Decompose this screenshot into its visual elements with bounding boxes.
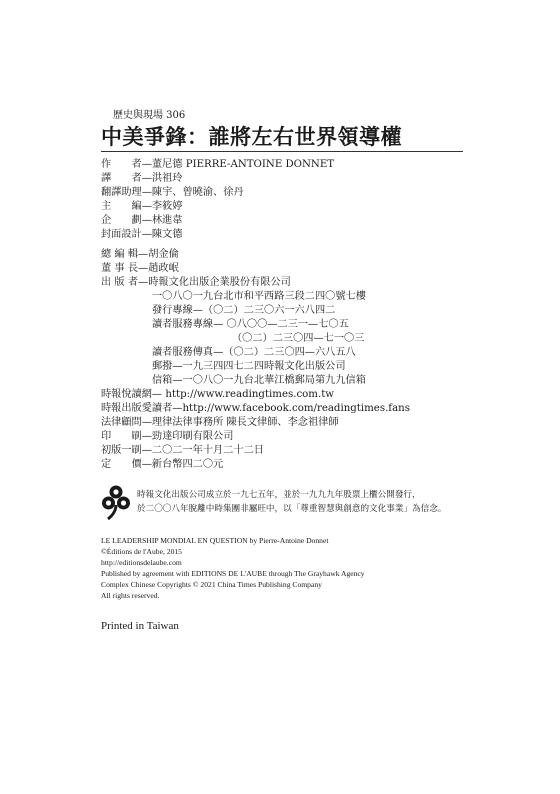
publisher-reader-service-line: 讀者服務專線— 〇八〇〇—二三一—七〇五	[152, 319, 349, 330]
publisher-mailbox: 信箱—一〇八〇一九台北華江橋郵局第九九信箱	[152, 375, 366, 386]
publisher-postal-transfer: 郵撥—一九三四四七二四時報文化出版公司	[152, 361, 346, 372]
book-title: 中美爭鋒：誰將左右世界領導權	[101, 124, 402, 149]
publisher-reader-service-line-2: （〇二）二三〇四—七一〇三	[232, 333, 365, 344]
credit-chief-editor: 總 編 輯—胡金倫	[101, 249, 179, 260]
publisher-reader-fax: 讀者服務傳真—（〇二）二三〇四—六八五八	[152, 347, 356, 358]
credit-editor: 主 編—李筱婷	[101, 201, 183, 212]
info-legal-counsel: 法律顧問—理律法律事務所 陳長文律師、李念祖律師	[101, 417, 339, 428]
rights-reserved: All rights reserved.	[101, 591, 160, 600]
info-first-edition: 初版一刷—二〇二一年十月二十二日	[101, 445, 264, 456]
rights-complex-chinese: Complex Chinese Copyrights © 2021 China Times Publishing Company	[101, 580, 322, 589]
series-label: 歷史與現場 306	[113, 110, 186, 121]
publisher-distribution-line: 發行專線—（〇二）二三〇六一六八四二	[152, 305, 336, 316]
rights-agreement: Published by agreement with EDITIONS DE L'AUBE through The Grayhawk Agency	[101, 569, 365, 578]
china-times-publishing-logo-icon	[101, 485, 131, 521]
printed-in-taiwan: Printed in Taiwan	[101, 620, 179, 632]
credit-publisher: 出 版 者—時報文化出版企業股份有限公司	[101, 277, 291, 288]
title-divider	[101, 151, 463, 152]
info-printer: 印 刷—勁達印刷有限公司	[101, 431, 234, 442]
rights-original-title: LE LEADERSHIP MONDIAL EN QUESTION by Pierre-Antoine Donnet	[101, 536, 329, 545]
colophon-line-2: 於二〇〇八年脫離中時集團非屬旺中，以「尊重智慧與創意的文化事業」為信念。	[137, 504, 447, 514]
info-facebook: 時報出版愛讀者—http://www.facebook.com/readingtimes.fans	[101, 403, 410, 414]
publisher-address: 一〇八〇一九台北市和平西路三段二四〇號七樓	[152, 291, 366, 302]
info-reading-website: 時報悅讀網— http://www.readingtimes.com.tw	[101, 389, 335, 400]
credit-planning: 企 劃—林進韋	[101, 215, 183, 226]
credit-chairman: 董 事 長—趙政岷	[101, 263, 179, 274]
colophon-line-1: 時報文化出版公司成立於一九七五年，並於一九九九年股票上櫃公開發行，	[137, 490, 421, 500]
rights-copyright: ©Éditions de l'Aube, 2015	[101, 547, 182, 556]
credit-translator: 譯 者—洪祖玲	[101, 173, 183, 184]
credit-author: 作 者—董尼德 PIERRE-ANTOINE DONNET	[101, 159, 335, 170]
credit-cover-design: 封面設計—陳文德	[101, 229, 183, 240]
rights-url: http://editionsdelaube.com	[101, 558, 182, 567]
info-price: 定 價—新台幣四二〇元	[101, 459, 224, 470]
credit-translation-assistant: 翻譯助理—陳宇、曾曉渝、徐丹	[101, 187, 244, 198]
